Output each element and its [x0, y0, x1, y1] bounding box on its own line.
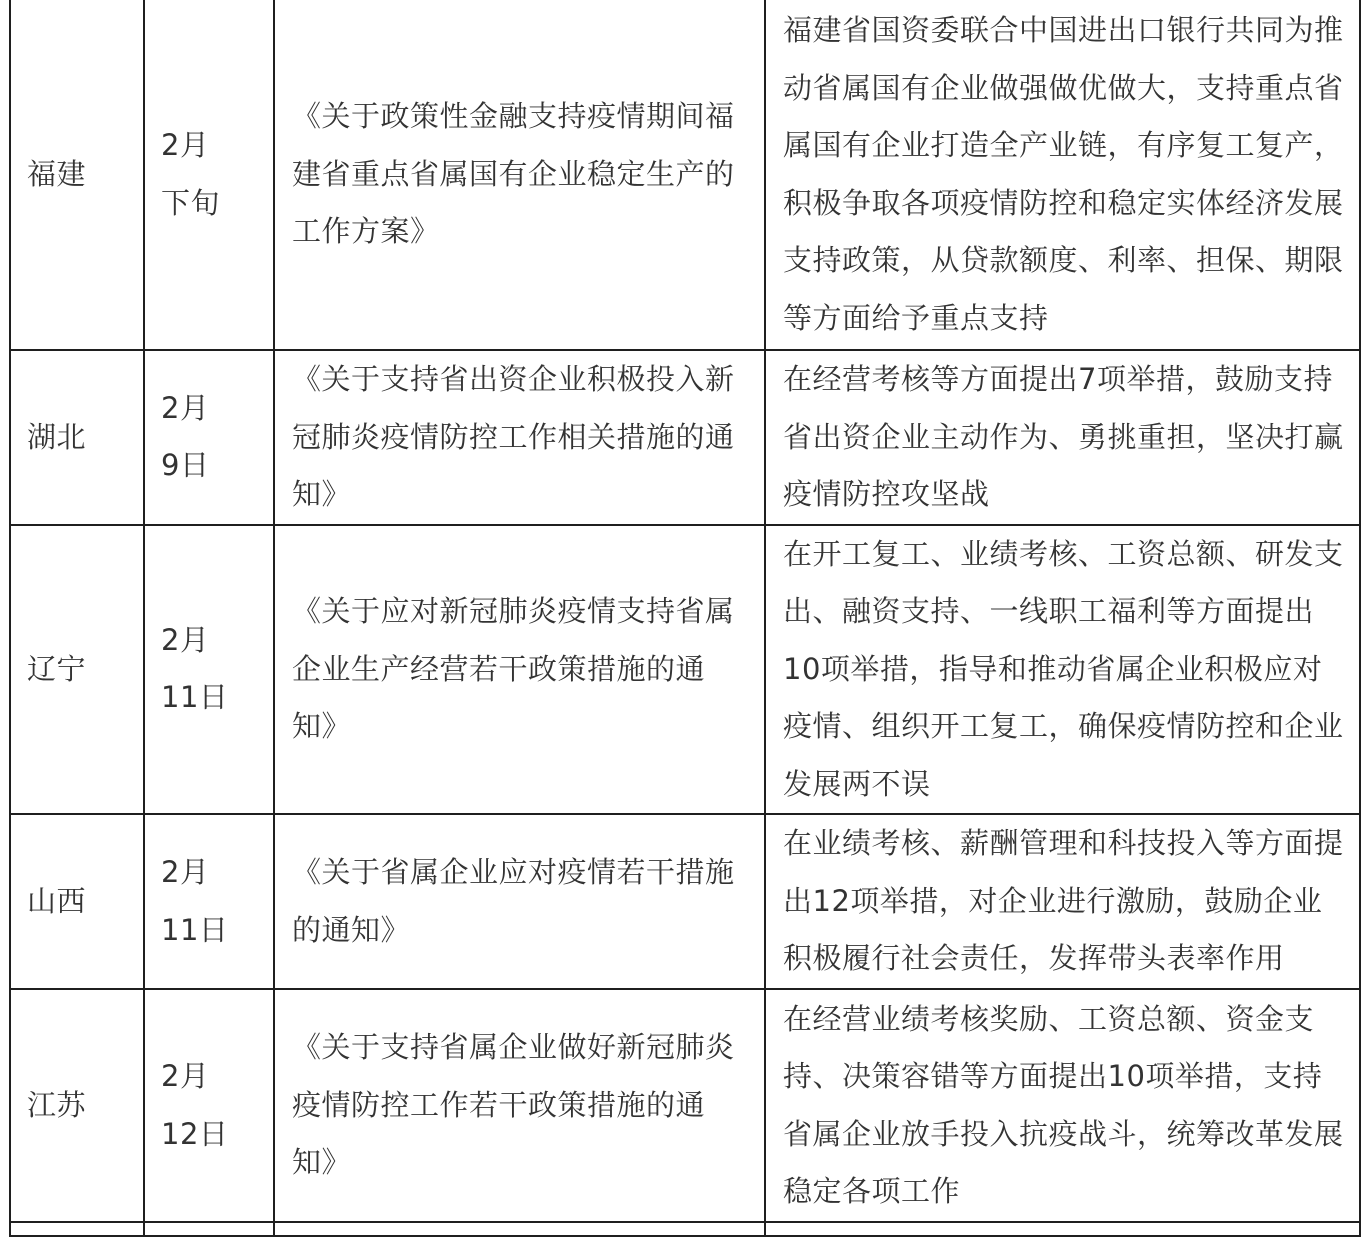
- date-month: 2月: [161, 855, 210, 889]
- date-day: 下旬: [161, 185, 221, 220]
- policy-title: 《关于省属企业应对疫情若干措施的通知》: [292, 855, 735, 947]
- date-day: 11日: [161, 680, 229, 715]
- province-text: 辽宁: [27, 651, 87, 686]
- empty-cell: [274, 1222, 765, 1236]
- province-cell: [10, 350, 144, 525]
- policy-description-cell: [765, 814, 1360, 989]
- date-month: 2月: [161, 390, 210, 425]
- empty-cell: [10, 1222, 144, 1236]
- policy-title-cell: [274, 525, 765, 815]
- date-cell: [144, 814, 274, 989]
- table-row-partial: [10, 1222, 1360, 1236]
- policy-description-cell: [765, 0, 1360, 350]
- table-row: [10, 989, 1360, 1222]
- policy-description: 在开工复工、业绩考核、工资总额、研发支出、融资支持、一线职工福利等方面提出10项举措，指导和推动省属企业积极应对疫情、组织开工复工，确保疫情防控和企业发展两不误: [783, 536, 1344, 801]
- province-text: 福建: [27, 156, 87, 191]
- policy-title: 《关于支持省出资企业积极投入新冠肺炎疫情防控工作相关措施的通知》: [292, 362, 735, 511]
- date-day: 9日: [161, 448, 210, 483]
- policy-title: 《关于应对新冠肺炎疫情支持省属企业生产经营若干政策措施的通知》: [292, 594, 735, 743]
- table-row: [10, 350, 1360, 525]
- policy-description: 在经营考核等方面提出7项举措，鼓励支持省出资企业主动作为、勇挑重担，坚决打赢疫情防控攻坚战: [783, 362, 1344, 511]
- province-text: 湖北: [27, 419, 87, 454]
- table-row: [10, 814, 1360, 989]
- policy-table: [9, 0, 1361, 1237]
- policy-title-cell: [274, 814, 765, 989]
- empty-cell: [765, 1222, 1360, 1236]
- policy-title-cell: [274, 350, 765, 525]
- policy-description: 在业绩考核、薪酬管理和科技投入等方面提出12项举措，对企业进行激励，鼓励企业积极履行社会责任，发挥带头表率作用: [783, 826, 1344, 976]
- date-month: 2月: [161, 128, 210, 162]
- date-day: 12日: [161, 1116, 229, 1151]
- table-row: [10, 0, 1360, 350]
- date-month: 2月: [161, 622, 210, 657]
- date-month: 2月: [161, 1059, 210, 1093]
- province-text: 江苏: [27, 1087, 87, 1122]
- empty-cell: [144, 1222, 274, 1236]
- policy-title-cell: [274, 989, 765, 1222]
- province-cell: [10, 525, 144, 815]
- policy-description-cell: [765, 350, 1360, 525]
- province-cell: [10, 0, 144, 350]
- table-row: [10, 525, 1360, 815]
- date-cell: [144, 0, 274, 350]
- policy-description: 在经营业绩考核奖励、工资总额、资金支持、决策容错等方面提出10项举措，支持省属企业放手投入抗疫战斗，统筹改革发展稳定各项工作: [783, 1001, 1344, 1208]
- date-cell: [144, 525, 274, 815]
- policy-description: 福建省国资委联合中国进出口银行共同为推动省属国有企业做强做优做大，支持重点省属国有企业打造全产业链，有序复工复产，积极争取各项疫情防控和稳定实体经济发展支持政策，从贷款额度、利率、担保、期限等方面给予重点支持: [783, 13, 1344, 335]
- date-day: 11日: [161, 912, 229, 947]
- date-cell: [144, 989, 274, 1222]
- policy-title: 《关于政策性金融支持疫情期间福建省重点省属国有企业稳定生产的工作方案》: [292, 99, 735, 249]
- policy-description-cell: [765, 989, 1360, 1222]
- policy-title: 《关于支持省属企业做好新冠肺炎疫情防控工作若干政策措施的通知》: [292, 1030, 735, 1180]
- policy-title-cell: [274, 0, 765, 350]
- date-cell: [144, 350, 274, 525]
- province-cell: [10, 989, 144, 1222]
- province-cell: [10, 814, 144, 989]
- province-text: 山西: [27, 883, 87, 918]
- policy-description-cell: [765, 525, 1360, 815]
